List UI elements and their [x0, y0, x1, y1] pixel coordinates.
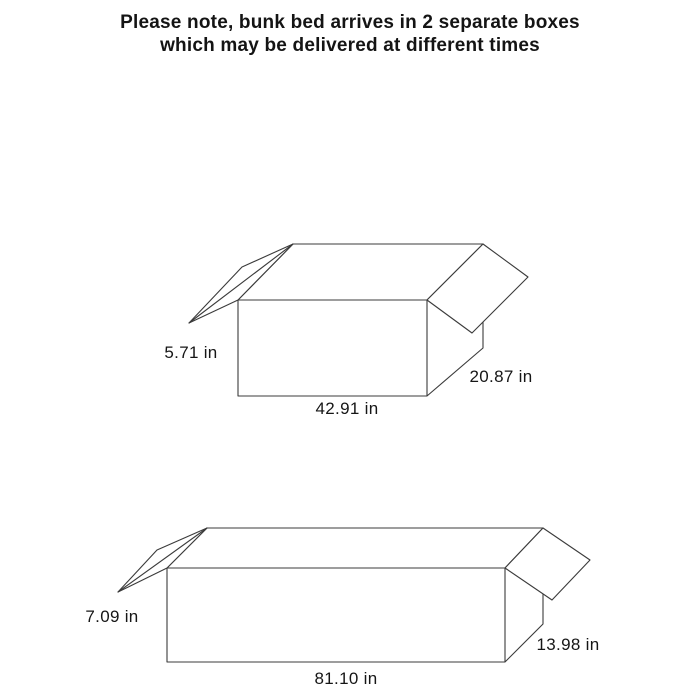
box-2-drawing	[118, 528, 590, 662]
box-1-right-flap	[427, 244, 528, 333]
box-2-body-outline	[167, 528, 543, 662]
box-1-height-label: 5.71 in	[164, 343, 218, 362]
box-1-left-flap-crease	[189, 244, 293, 323]
box-2-length-label: 81.10 in	[314, 669, 378, 688]
box-1-depth-label: 20.87 in	[469, 367, 533, 386]
box-2-depth-label: 13.98 in	[536, 635, 600, 654]
box-2-height-label: 7.09 in	[85, 607, 139, 626]
box-2-left-flap-crease	[118, 528, 207, 592]
note-line-2: which may be delivered at different times	[160, 35, 540, 56]
box-1-length-label: 42.91 in	[315, 399, 379, 418]
box-1-body-outline	[238, 244, 483, 396]
box-2-right-flap	[505, 528, 590, 600]
note-line-1: Please note, bunk bed arrives in 2 separate boxes	[120, 12, 580, 33]
